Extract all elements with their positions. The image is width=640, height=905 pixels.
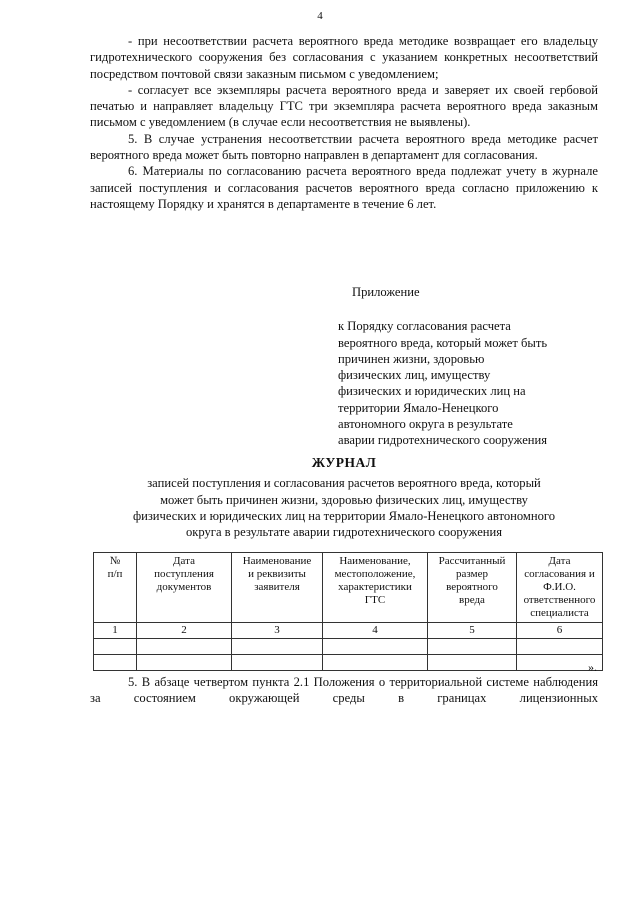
header-receipt-date: Дата поступления документов (137, 553, 232, 623)
table-row (94, 639, 603, 655)
appendix-line: физических и юридических лиц на (338, 384, 526, 399)
appendix-line: причинен жизни, здоровью (338, 351, 485, 366)
table-header-row (94, 553, 603, 623)
journal-subtitle-line: физических и юридических лиц на территории Ямало-Ненецкого автономного (132, 508, 556, 523)
appendix-line: территории Ямало-Ненецкого (338, 400, 499, 415)
column-number: 1 (94, 623, 137, 639)
paragraph-item-6: 6. Материалы по согласованию расчета вероятного вреда подлежат учету в журнале записей поступления и согласования расчетов вероятного вреда согласно приложению к настоящему Порядку и хранятся в департаменте в течение 6 лет. (90, 164, 598, 211)
header-approval-date: Дата согласования и Ф.И.О. ответственного специалиста (517, 553, 603, 623)
table-number-row (94, 623, 603, 639)
table-row (94, 655, 603, 671)
closing-quote-mark: ». (588, 660, 597, 674)
appendix-line: аварии гидротехнического сооружения (338, 433, 548, 448)
body-text-bottom (90, 674, 598, 707)
journal-title: ЖУРНАЛ (311, 455, 377, 470)
column-number: 2 (137, 623, 232, 639)
appendix-line: автономного округа в результате (338, 417, 513, 432)
journal-subtitle-line: округа в результате аварии гидротехнического сооружения (185, 525, 503, 540)
appendix-line: физических лиц, имуществу (338, 368, 491, 383)
header-number: № п/п (94, 553, 137, 623)
journal-heading (90, 455, 598, 540)
paragraph-item-5: 5. В случае устранения несоответствии расчета вероятного вреда методике расчет вероятного вреда может быть повторно направлен в департамент для согласования. (90, 131, 598, 163)
column-number: 5 (428, 623, 517, 639)
journal-table (93, 552, 603, 671)
appendix-block (338, 284, 603, 449)
appendix-title: Приложение (352, 285, 420, 299)
header-harm-amount: Рассчитанный размер вероятного вреда (428, 553, 517, 623)
page-number: 4 (317, 10, 323, 22)
column-number: 3 (232, 623, 323, 639)
body-text-top (90, 33, 598, 212)
column-number: 6 (517, 623, 603, 639)
journal-subtitle-line: может быть причинен жизни, здоровью физических лиц, имуществу (160, 492, 528, 507)
journal-subtitle-line: записей поступления и согласования расчетов вероятного вреда, который (147, 476, 541, 491)
header-applicant: Наименование и реквизиты заявителя (232, 553, 323, 623)
paragraph-approve-copies: - согласует все экземпляры расчета вероятного вреда и заверяет их своей гербовой печатью и направляет владельцу ГТС три экземпляра расчета вероятного вреда заказным письмом с уведомлением (в случае если несоответствия не выявлены). (90, 82, 598, 130)
paragraph-item-5-amendment: 5. В абзаце четвертом пункта 2.1 Положения о территориальной системе наблюдения за состоянием окружающей среды в границах лицензионных (90, 675, 598, 706)
column-number: 4 (323, 623, 428, 639)
paragraph-return-without-approval: - при несоответствии расчета вероятного вреда методике возвращает его владельцу гидротехнического сооружения без согласования с указанием конкретных несоответствий посредством почтовой связи заказным письмом с уведомлением; (90, 34, 598, 81)
header-hydro-structure: Наименование, местоположение, характеристики ГТС (323, 553, 428, 623)
appendix-line: вероятного вреда, который может быть (338, 335, 548, 350)
appendix-line: к Порядку согласования расчета (338, 319, 511, 334)
